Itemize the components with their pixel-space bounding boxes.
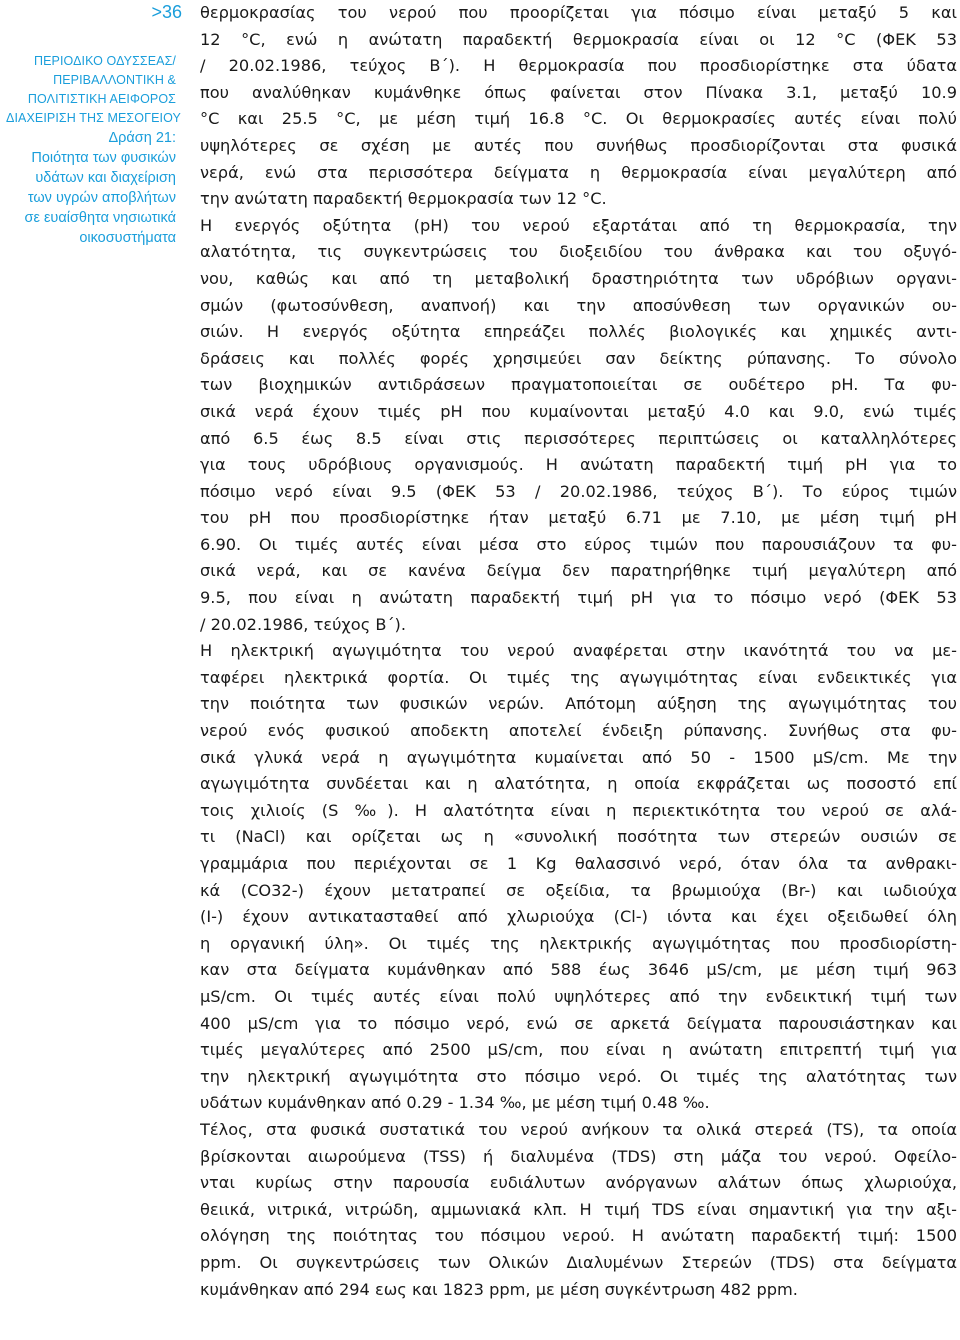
- text-line: για τους υδρόβιους οργανισμούς. Η ανώτατη παραδεκτή τιμή pH για το: [200, 455, 957, 475]
- text-line: θειικά, νιτρικά, νιτρώδη, αμμωνιακά κλπ. Η τιμή TDS είναι σημαντική για την αξι-: [200, 1199, 957, 1219]
- action-title: [6, 128, 176, 248]
- text-line: βρίσκονται αιωρούμενα (TSS) ή διαλυμένα (TDS) στη μάζα του νερού. Οφείλο-: [200, 1146, 957, 1166]
- text-line: νου, καθώς και από τη μεταβολική δραστηριότητα των υδρόβιων οργανι-: [200, 268, 957, 288]
- text-line: νερού ενός φυσικού αποδεκτη αποτελεί ένδειξη ρύπανσης. Συνήθως στα φυ-: [200, 721, 957, 741]
- text-line: τοις χιλιοίς (S ‰). Η αλατότητα είναι η περιεκτικότητα του νερού σε αλά-: [200, 800, 957, 820]
- text-line: Τέλος, στα φυσικά συστατικά του νερού ανήκουν τα ολικά στερεά (TS), τα οποία: [200, 1119, 957, 1139]
- text-line: / 20.02.1986, τεύχος Β΄). Η θερμοκρασία που προσδιορίστηκε στα ύδατα: [200, 56, 957, 76]
- text-line: σικά νερά έχουν τιμές pH που κυμαίνονται μεταξύ 4.0 και 9.0, ενώ τιμές: [200, 401, 957, 421]
- text-line: σικά γλυκά νερά η αγωγιμότητα κυμαίνεται από 50 - 1500 μS/cm. Με την: [200, 747, 957, 767]
- text-line: την ηλεκτρική αγωγιμότητα στο πόσιμο νερό. Οι τιμές της αλατότητας των: [200, 1066, 957, 1086]
- text-line: υψηλότερες σε σχέση με αυτές που συνήθως προσδιορίζονται στα φυσικά: [200, 135, 957, 155]
- text-line: (I-) έχουν αντικατασταθεί από χλωριούχα (Cl-) ιόντα και έχει οξειδωθεί όλη: [200, 907, 957, 927]
- text-line: Η ηλεκτρική αγωγιμότητα του νερού αναφέρεται στην ικανότητά του να με-: [200, 641, 957, 661]
- action-title-line: των υγρών αποβλήτων: [27, 190, 176, 206]
- text-line: σμών (φωτοσύνθεση, αναπνοή) και την αποσύνθεση των οργανικών ου-: [200, 295, 957, 315]
- text-line: τιμές μεγαλύτερες από 2500 μS/cm, που είναι η ανώτατη επιτρεπτή τιμή για: [200, 1040, 957, 1060]
- text-line: των βιοχημικών αντιδράσεων πραγματοποιείται σε ουδέτερο pH. Τα φυ-: [200, 375, 957, 395]
- text-line: αλατότητα, τις συγκεντρώσεις του διοξειδίου του άνθρακα και του οξυγό-: [200, 242, 957, 262]
- series-title-line: ΔΙΑΧΕΙΡΙΣΗ ΤΗΣ ΜΕΣΟΓΕΙΟΥ: [6, 111, 181, 125]
- text-line: 400 μS/cm για το πόσιμο νερό, ενώ σε αρκετά δείγματα παρουσιάστηκαν και: [200, 1013, 957, 1033]
- body-text: [200, 0, 957, 1303]
- text-line: γραμμάρια που περιέχονται σε 1 Kg θαλασσινό νερό, όταν όλα τα ανθρακι-: [200, 854, 957, 873]
- series-title-line: ΠΕΡΙΒΑΛΛΟΝΤΙΚΗ &: [53, 73, 176, 87]
- text-line: την ποιότητα των φυσικών νερών. Απότομη αύξηση της αγωγιμότητας του: [200, 694, 957, 714]
- text-line: την ανώτατη παραδεκτή θερμοκρασία των 12 °C.: [200, 189, 607, 209]
- text-line: 9.5, που είναι η ανώτατη παραδεκτή τιμή pH για το πόσιμο νερό (ΦΕΚ 53: [200, 588, 957, 608]
- text-line: θερμοκρασίας του νερού που προορίζεται για πόσιμο είναι μεταξύ 5 και: [200, 3, 957, 22]
- text-line: του pH που προσδιορίστηκε ήταν μεταξύ 6.71 με 7.10, με μέση τιμή pH: [200, 508, 957, 528]
- text-line: Η ενεργός οξύτητα (pH) του νερού εξαρτάται από τη θερμοκρασία, την: [200, 215, 957, 235]
- page-number: >36: [151, 2, 182, 22]
- action-title-line: σε ευαίσθητα νησιωτικά: [24, 210, 176, 226]
- text-line: πόσιμο νερό είναι 9.5 (ΦΕΚ 53 / 20.02.1986, τεύχος Β΄). Το εύρος τιμών: [200, 481, 957, 501]
- text-line: νερά, ενώ στα περισσότερα δείγματα η θερμοκρασία είναι μεγαλύτερη από: [200, 162, 957, 182]
- text-line: ταφέρει ηλεκτρικά φορτία. Οι τιμές της αγωγιμότητας είναι ενδεικτικές για: [200, 667, 957, 687]
- action-title-line: οικοσυστήματα: [79, 230, 176, 246]
- text-line: η οργανική ύλη». Οι τιμές της ηλεκτρικής αγωγιμότητας που προσδιορίστη-: [200, 933, 957, 953]
- text-line: κά (CO32-) έχουν μετατραπεί σε οξείδια, τα βρωμιούχα (Br-) και ιωδιούχα: [200, 880, 957, 900]
- text-line: ppm. Οι συγκεντρώσεις των Ολικών Διαλυμένων Στερεών (TDS) στα δείγματα: [200, 1252, 957, 1272]
- action-title-line: Δράση 21:: [108, 130, 176, 146]
- text-line: καν στα δείγματα κυμάνθηκαν από 588 έως 3646 μS/cm, με μέση τιμή 963: [200, 960, 957, 980]
- text-line: σικά νερά, και σε κανένα δείγμα δεν παρατηρήθηκε τιμή μεγαλύτερη από: [200, 561, 957, 581]
- text-line: από 6.5 έως 8.5 είναι στις περισσότερες περιπτώσεις οι καταλληλότερες: [200, 428, 957, 448]
- action-title-line: υδάτων και διαχείριση: [35, 170, 176, 186]
- series-title-line: ΠΟΛΙΤΙΣΤΙΚΗ ΑΕΙΦΟΡΟΣ: [27, 92, 176, 106]
- series-title-line: ΠΕΡΙΟΔΙΚΟ ΟΔΥΣΣΕΑΣ/: [33, 54, 176, 68]
- text-line: δράσεις και πολλές φορές χρησιμεύει σαν δείκτης ρύπανσης. Το σύνολο: [200, 348, 957, 368]
- text-line: τι (NaCl) και ορίζεται ως η «συνολική ποσότητα των στερεών ουσιών σε: [200, 827, 957, 847]
- series-title: [6, 52, 181, 128]
- action-title-line: Ποιότητα των φυσικών: [31, 150, 176, 166]
- text-line: ολόγηση της ποιότητας του πόσιμου νερού. Η ανώτατη παραδεκτή τιμή: 1500: [200, 1226, 957, 1246]
- text-line: °C και 25.5 °C, με μέση τιμή 16.8 °C. Οι θερμοκρασίες αυτές είναι πολύ: [200, 109, 957, 129]
- text-line: μS/cm. Οι τιμές αυτές είναι πολύ υψηλότερες από την ενδεικτική τιμή των: [200, 986, 957, 1006]
- text-line: κυμάνθηκαν από 294 εως και 1823 ppm, με μέση συγκέντρωση 482 ppm.: [200, 1279, 798, 1299]
- text-line: που αναλύθηκαν κυμάνθηκε όπως φαίνεται στον Πίνακα 3.1, μεταξύ 10.9: [200, 82, 957, 102]
- text-line: αγωγιμότητα συνδέεται και η αλατότητα, η οποία εκφράζεται ως ποσοστό επί: [200, 774, 957, 794]
- text-line: 12 °C, ενώ η ανώτατη παραδεκτή θερμοκρασία είναι οι 12 °C (ΦΕΚ 53: [200, 29, 957, 49]
- text-line: 6.90. Οι τιμές αυτές είναι μέσα στο εύρος τιμών που παρουσιάζουν τα φυ-: [200, 534, 957, 554]
- text-line: υδάτων κυμάνθηκαν από 0.29 - 1.34 ‰, με μέση τιμή 0.48 ‰.: [200, 1093, 710, 1113]
- text-line: / 20.02.1986, τεύχος Β΄).: [200, 614, 406, 634]
- text-line: σιών. Η ενεργός οξύτητα επηρεάζει πολλές βιολογικές και χημικές αντι-: [200, 322, 957, 342]
- sidebar: [0, 0, 182, 1340]
- text-line: νται κυρίως στην παρουσία ευδιάλυτων ανόργανων αλάτων όπως χλωριούχα,: [200, 1173, 957, 1193]
